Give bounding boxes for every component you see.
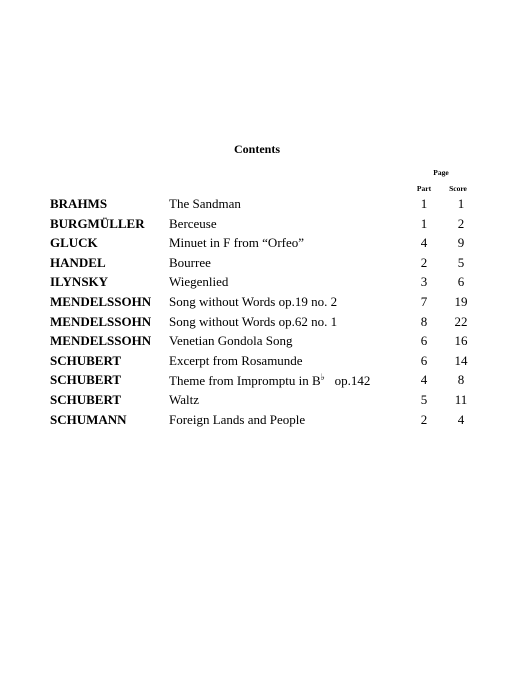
score-page-number: 6 xyxy=(457,274,465,290)
score-page-number: 19 xyxy=(454,293,468,309)
flat-sign: ♭ xyxy=(320,372,325,383)
part-page-number: 4 xyxy=(420,235,428,251)
contents-row xyxy=(0,216,514,236)
score-page-number: 5 xyxy=(457,254,465,270)
contents-row xyxy=(0,353,514,373)
composer-name: SCHUBERT xyxy=(50,391,122,407)
composer-name: GLUCK xyxy=(50,235,98,251)
contents-row xyxy=(0,235,514,255)
contents-row xyxy=(0,294,514,314)
contents-row xyxy=(0,196,514,216)
part-page-number: 8 xyxy=(420,313,428,329)
score-page-number: 22 xyxy=(454,313,468,329)
piece-title: Wiegenlied xyxy=(169,274,229,290)
part-page-number: 6 xyxy=(420,352,428,368)
part-page-number: 5 xyxy=(420,391,428,407)
piece-title: Song without Words op.62 no. 1 xyxy=(169,313,338,329)
score-column-header: Score xyxy=(449,184,467,193)
piece-title-opus: op.142 xyxy=(334,373,371,389)
piece-title: Waltz xyxy=(169,391,199,407)
piece-title: Excerpt from Rosamunde xyxy=(169,352,303,368)
composer-name: MENDELSSOHN xyxy=(50,293,152,309)
composer-name: SCHUBERT xyxy=(50,372,122,388)
part-column-header: Part xyxy=(416,184,432,193)
composer-name: SCHUMANN xyxy=(50,411,127,427)
piece-title: Minuet in F from “Orfeo” xyxy=(169,235,305,251)
part-page-number: 4 xyxy=(420,372,428,388)
score-page-number: 4 xyxy=(457,411,465,427)
score-page-number: 14 xyxy=(454,352,468,368)
part-page-number: 6 xyxy=(420,333,428,349)
part-page-number: 7 xyxy=(420,293,428,309)
piece-title: Foreign Lands and People xyxy=(169,411,306,427)
contents-row xyxy=(0,314,514,334)
piece-title xyxy=(169,372,370,389)
composer-name: BURGMÜLLER xyxy=(50,215,145,231)
contents-row xyxy=(0,274,514,294)
part-page-number: 2 xyxy=(420,254,428,270)
part-page-number: 3 xyxy=(420,274,428,290)
piece-title: Berceuse xyxy=(169,215,217,231)
piece-title: Venetian Gondola Song xyxy=(169,333,293,349)
composer-name: HANDEL xyxy=(50,254,106,270)
score-page-number: 16 xyxy=(454,333,468,349)
score-page-number: 1 xyxy=(457,196,465,211)
part-page-number: 2 xyxy=(420,411,428,427)
score-page-number: 9 xyxy=(457,235,465,251)
composer-name: SCHUBERT xyxy=(50,352,122,368)
piece-title: Song without Words op.19 no. 2 xyxy=(169,293,338,309)
score-page-number: 11 xyxy=(454,391,468,407)
piece-title: The Sandman xyxy=(169,196,241,211)
part-page-number: 1 xyxy=(420,215,428,231)
contents-list xyxy=(0,196,514,431)
contents-row xyxy=(0,392,514,412)
composer-name: MENDELSSOHN xyxy=(50,313,152,329)
piece-title-text: Theme from Impromptu in B xyxy=(169,373,321,389)
composer-name: MENDELSSOHN xyxy=(50,333,152,349)
part-page-number: 1 xyxy=(420,196,428,211)
composer-name: ILYNSKY xyxy=(50,274,109,290)
contents-row xyxy=(0,412,514,432)
contents-row xyxy=(0,372,514,392)
page-title: Contents xyxy=(233,142,280,156)
score-page-number: 2 xyxy=(457,215,465,231)
piece-title: Bourree xyxy=(169,254,211,270)
score-page-number: 8 xyxy=(457,372,465,388)
page-column-header: Page xyxy=(433,168,449,177)
contents-row xyxy=(0,255,514,275)
composer-name: BRAHMS xyxy=(50,196,108,211)
contents-row xyxy=(0,333,514,353)
